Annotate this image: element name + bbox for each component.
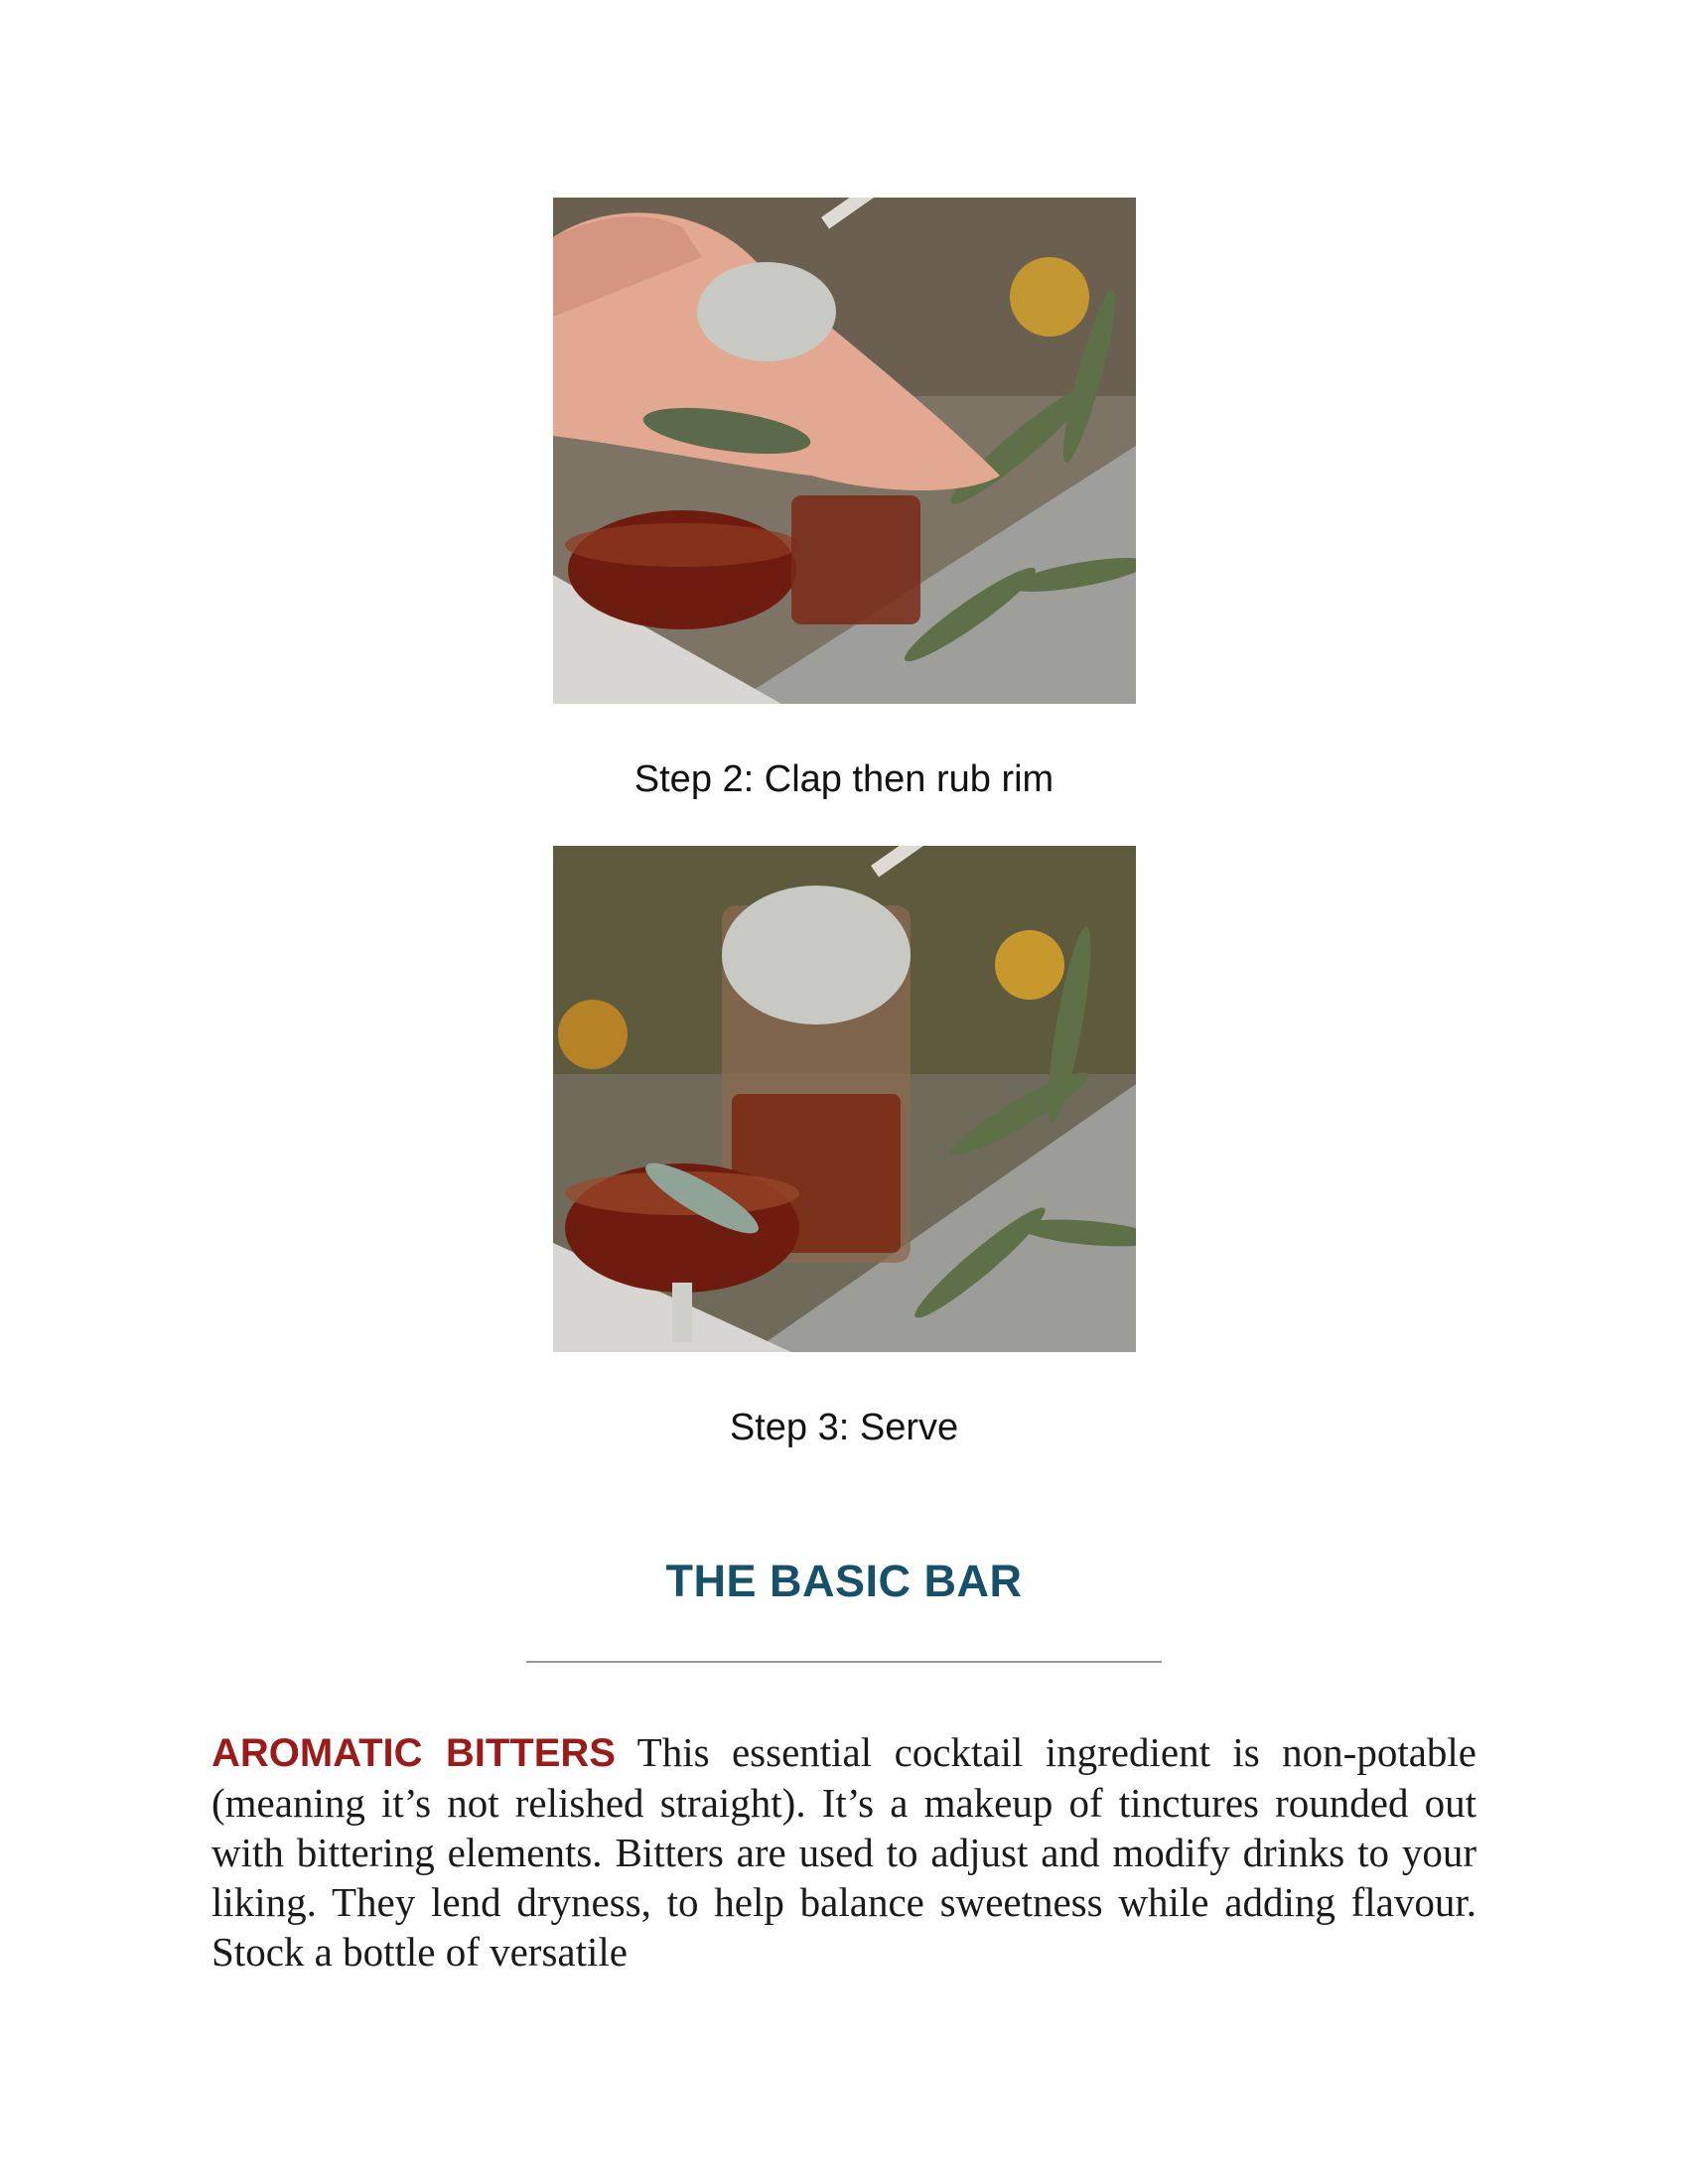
step-2-photo <box>553 198 1136 704</box>
section-divider <box>526 1661 1162 1663</box>
step-3-illustration <box>553 846 1136 1352</box>
step-3-caption: Step 3: Serve <box>729 1407 959 1448</box>
step-3-photo <box>553 846 1136 1352</box>
step-2-caption: Step 2: Clap then rub rim <box>633 758 1055 800</box>
glossary-term: AROMATIC BITTERS <box>211 1731 616 1775</box>
step-2-illustration <box>553 198 1136 704</box>
section-heading: THE BASIC BAR <box>665 1556 1023 1606</box>
body-paragraph <box>211 1727 1477 1977</box>
paragraph-text: This essential cocktail ingredient is non-potable (meaning it’s not relished straight). It’s a makeup of tinctures rounded out with bittering elements. Bitters are used to adjust and modify drinks to your liking. They lend dryness, to help balance sweetness while adding flavour. Stock a bottle of versatile <box>211 1729 1477 1975</box>
